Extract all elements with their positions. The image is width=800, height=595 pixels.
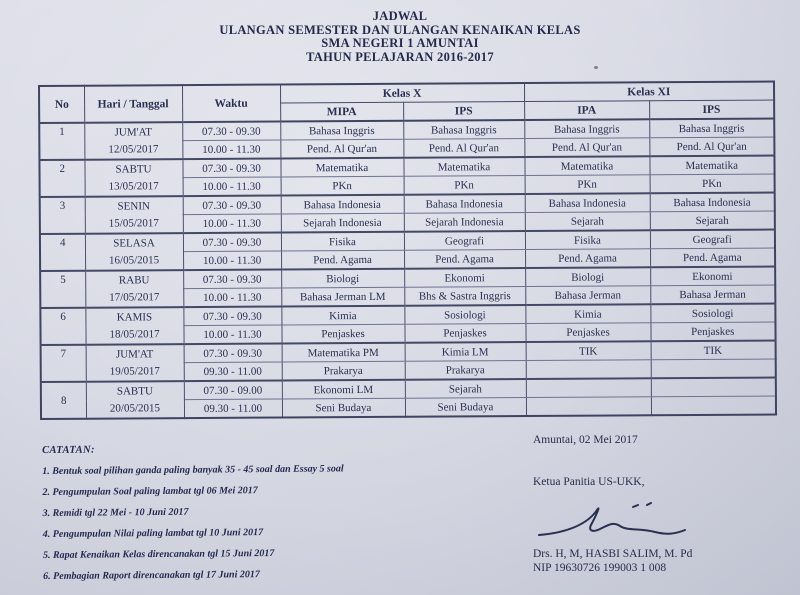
time-cell: 10.00 - 11.30 xyxy=(183,251,281,270)
subject-cell: PKn xyxy=(525,175,650,194)
title-line-3: SMA NEGERI 1 AMUNTAI xyxy=(321,36,479,50)
subject-cell: Pend. Al Qur'an xyxy=(280,139,403,158)
signature-nip: NIP 19630726 199003 1 008 xyxy=(533,562,667,574)
subject-cell: Seni Budaya xyxy=(405,398,526,417)
day-date: 18/05/2017 xyxy=(109,327,160,341)
notes-section xyxy=(42,440,483,583)
day-date: 20/05/2015 xyxy=(109,401,161,415)
title-line-2: ULANGAN SEMESTER DAN ULANGAN KENAIKAN KELAS xyxy=(219,22,581,37)
time-cell: 07.30 - 09.30 xyxy=(183,233,281,252)
subject-cell: Sejarah Indonesia xyxy=(281,213,404,232)
time-cell: 10.00 - 11.30 xyxy=(183,288,281,307)
note-item: 2. Pengumpulan Soal paling lambat tgl 06 Mei 2017 xyxy=(42,485,258,498)
subject-cell: Matematika PM xyxy=(282,343,405,362)
subject-cell: Bahasa Indonesia xyxy=(281,195,404,214)
day-name: JUM'AT xyxy=(114,125,153,139)
subject-cell: Pend. Al Qur'an xyxy=(649,137,774,156)
signature-place-date: Amuntai, 02 Mei 2017 xyxy=(533,434,638,446)
subject-cell: Pend. Al Qur'an xyxy=(524,138,649,157)
signature-name: Drs. H, M, HASBI SALIM, M. Pd xyxy=(533,548,693,560)
row-number: 1 xyxy=(39,123,84,160)
document-title xyxy=(0,10,800,64)
day-date-cell xyxy=(85,196,183,234)
time-cell: 10.00 - 11.30 xyxy=(182,140,280,159)
title-line-4: TAHUN PELAJARAN 2016-2017 xyxy=(306,49,494,64)
subject-cell: Pend. Agama xyxy=(525,249,650,268)
row-number: 6 xyxy=(40,308,85,345)
day-name: SABTU xyxy=(116,384,153,398)
subject-cell: Bahasa Inggris xyxy=(524,119,649,138)
subject-cell: Ekonomi xyxy=(404,268,525,287)
subject-cell: Matematika xyxy=(524,156,649,175)
col-header-mipa: MIPA xyxy=(280,102,403,121)
col-header-ipa: IPA xyxy=(524,101,649,120)
day-date-cell xyxy=(86,344,184,382)
subject-cell: Seni Budaya xyxy=(282,398,405,417)
time-cell: 10.00 - 11.30 xyxy=(183,325,281,344)
day-name: SABTU xyxy=(115,162,152,176)
subject-cell: PKn xyxy=(404,176,525,195)
subject-cell: Penjaskes xyxy=(281,324,404,343)
subject-cell: Sejarah xyxy=(405,379,526,398)
subject-cell: Bahasa Inggris xyxy=(280,121,403,140)
row-number: 8 xyxy=(41,382,86,419)
row-number: 7 xyxy=(41,345,86,382)
day-date-cell xyxy=(84,159,182,197)
schedule-table xyxy=(38,80,777,419)
subject-cell: Penjaskes xyxy=(650,322,775,341)
subject-cell: Biologi xyxy=(281,269,404,288)
subject-cell: Sosiologi xyxy=(404,305,525,324)
note-item: 1. Bentuk soal pilihan ganda paling banyak 35 - 45 soal dan Essay 5 soal xyxy=(42,463,344,477)
day-name: JUM'AT xyxy=(115,347,154,361)
time-cell: 07.30 - 09.30 xyxy=(183,307,281,326)
time-cell: 10.00 - 11.30 xyxy=(183,177,281,196)
subject-cell: Bahasa Indonesia xyxy=(650,193,775,212)
subject-cell xyxy=(651,377,776,396)
time-cell: 07.30 - 09.30 xyxy=(182,159,280,178)
signature-mark xyxy=(535,494,695,546)
notes-title: CATATAN: xyxy=(42,444,95,456)
subject-cell: Bhs & Sastra Inggris xyxy=(404,287,525,306)
subject-cell: Fisika xyxy=(525,230,650,249)
time-cell: 07.30 - 09.30 xyxy=(183,196,281,215)
day-date-cell xyxy=(85,270,183,308)
day-date-cell xyxy=(85,233,183,271)
subject-cell: Kimia xyxy=(525,304,650,323)
ink-speck xyxy=(594,66,598,69)
subject-cell: Bahasa Jerman xyxy=(525,286,650,305)
day-date: 17/05/2017 xyxy=(109,290,160,304)
row-number: 2 xyxy=(39,160,84,197)
col-group-kelas-xi: Kelas XI xyxy=(524,82,774,102)
subject-cell xyxy=(526,378,651,397)
subject-cell: Pend. Agama xyxy=(281,250,404,269)
subject-cell xyxy=(526,397,651,416)
col-header-no: No xyxy=(39,86,84,123)
subject-cell: Penjaskes xyxy=(525,323,650,342)
time-cell: 07.30 - 09.00 xyxy=(184,381,282,400)
subject-cell: Sejarah xyxy=(525,212,650,231)
col-header-time: Waktu xyxy=(182,85,280,123)
col-header-day: Hari / Tanggal xyxy=(84,85,182,123)
time-cell: 07.30 - 09.30 xyxy=(184,344,282,363)
note-item: 3. Remidi tgl 22 Mei - 10 Juni 2017 xyxy=(42,506,189,519)
subject-cell: Fisika xyxy=(281,232,404,251)
subject-cell: TIK xyxy=(651,340,776,359)
subject-cell: Pend. Agama xyxy=(404,250,525,269)
time-cell: 09.30 - 11.00 xyxy=(184,399,282,418)
signature-block xyxy=(533,434,695,574)
subject-cell: Matematika xyxy=(280,158,403,177)
note-item: 5. Rapat Kenaikan Kelas direncanakan tgl 15 Juni 2017 xyxy=(42,547,275,561)
subject-cell: Sosiologi xyxy=(650,303,775,322)
subject-cell: Matematika xyxy=(403,157,524,176)
day-date: 16/05/2015 xyxy=(108,253,160,267)
day-name: SELASA xyxy=(113,236,155,250)
time-cell: 09.30 - 11.00 xyxy=(184,362,282,381)
day-date-cell xyxy=(84,122,182,160)
day-name: KAMIS xyxy=(116,310,153,324)
day-date: 12/05/2017 xyxy=(108,142,159,156)
subject-cell: Sejarah Indonesia xyxy=(404,213,525,232)
subject-cell: Prakarya xyxy=(405,361,526,380)
subject-cell: Prakarya xyxy=(282,361,405,380)
subject-cell: Ekonomi xyxy=(650,267,775,286)
row-number: 4 xyxy=(40,234,85,271)
subject-cell: PKn xyxy=(281,176,404,195)
col-header-ips-xi: IPS xyxy=(649,100,774,119)
subject-cell xyxy=(651,396,776,415)
day-date: 19/05/2017 xyxy=(109,364,160,378)
day-date-cell xyxy=(85,307,183,345)
day-date: 15/05/2017 xyxy=(108,216,159,230)
note-item: 6. Pembagian Raport direncanakan tgl 17 Juni 2017 xyxy=(43,569,260,582)
row-number: 5 xyxy=(40,271,85,308)
subject-cell: Bahasa Indonesia xyxy=(404,194,525,213)
subject-cell: Geografi xyxy=(650,230,775,249)
col-header-ips-x: IPS xyxy=(403,102,524,121)
subject-cell: Bahasa Indonesia xyxy=(525,193,650,212)
title-line-1: JADWAL xyxy=(372,9,428,23)
time-cell: 07.30 - 09.30 xyxy=(182,122,280,141)
note-item: 4. Pengumpulan Nilai paling lambat tgl 10 Juni 2017 xyxy=(42,527,264,540)
subject-cell: Biologi xyxy=(525,267,650,286)
subject-cell: Geografi xyxy=(404,231,525,250)
subject-cell xyxy=(651,359,776,378)
day-name: SENIN xyxy=(117,199,150,213)
subject-cell: Matematika xyxy=(649,156,774,175)
row-number: 3 xyxy=(40,197,85,234)
day-date: 13/05/2017 xyxy=(108,179,159,193)
subject-cell: PKn xyxy=(650,174,775,193)
subject-cell: Bahasa Inggris xyxy=(403,120,524,139)
subject-cell: Bahasa Jerman LM xyxy=(281,287,404,306)
subject-cell: Bahasa Jerman xyxy=(650,285,775,304)
subject-cell: TIK xyxy=(526,341,651,360)
col-group-kelas-x: Kelas X xyxy=(280,83,524,103)
subject-cell: Sejarah xyxy=(650,211,775,230)
subject-cell xyxy=(526,360,651,379)
subject-cell: Ekonomi LM xyxy=(282,380,405,399)
subject-cell: Penjaskes xyxy=(404,324,525,343)
subject-cell: Pend. Agama xyxy=(650,248,775,267)
subject-cell: Bahasa Inggris xyxy=(649,119,774,138)
day-date-cell xyxy=(86,381,184,419)
time-cell: 10.00 - 11.30 xyxy=(183,214,281,233)
signature-role: Ketua Panitia US-UKK, xyxy=(533,476,645,488)
day-name: RABU xyxy=(118,273,150,287)
time-cell: 07.30 - 09.30 xyxy=(183,270,281,289)
subject-cell: Kimia LM xyxy=(405,342,526,361)
subject-cell: Pend. Al Qur'an xyxy=(403,139,524,158)
subject-cell: Kimia xyxy=(281,306,404,325)
